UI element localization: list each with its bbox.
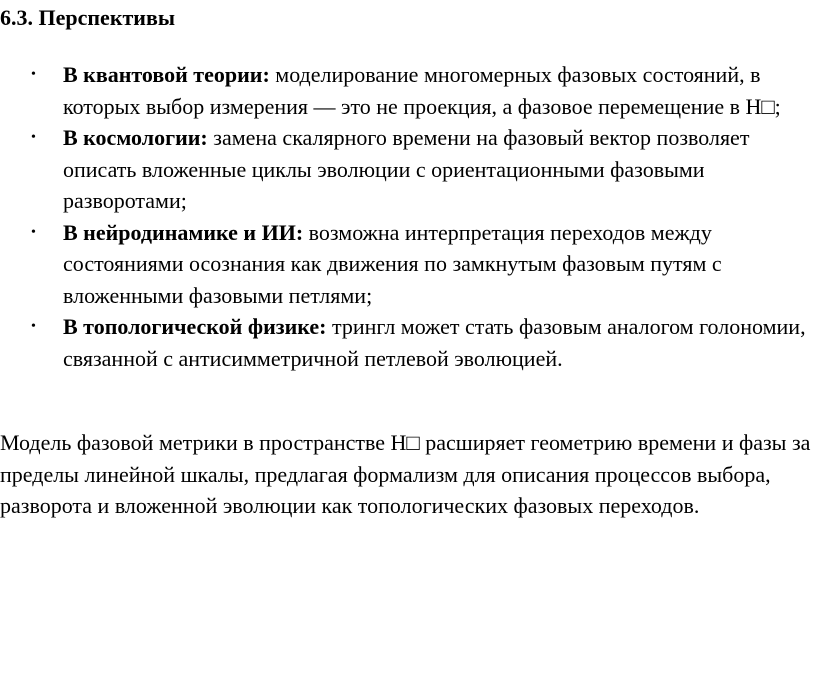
conclusion-paragraph: Модель фазовой метрики в пространстве H□ расширяет геометрию времени и фазы за пределы линейной шкалы, предлагая формализм для описания процессов выбора, разворота и вложенной эволюции как топологических фазовых переходов. bbox=[0, 430, 811, 518]
bullet-text: трингл может стать фазовым аналогом голономии, связанной с антисимметричной петлевой эволюцией. bbox=[63, 314, 806, 371]
bullet-text: возможна интерпретация переходов между состояниями осознания как движения по замкнутым фазовым путям с вложенными фазовыми петлями; bbox=[63, 219, 722, 308]
bullet-term: В космологии: bbox=[63, 125, 208, 150]
perspectives-list bbox=[0, 59, 816, 374]
bullet-icon: • bbox=[31, 224, 36, 240]
bullet-icon: • bbox=[31, 130, 36, 145]
section-heading: 6.3. Перспективы bbox=[0, 5, 176, 30]
list-item-cosmology bbox=[0, 122, 808, 217]
bullet-text: моделирование многомерных фазовых состояний, в которых выбор измерения — это не проекция, а фазовое перемещение в H□; bbox=[63, 62, 781, 119]
list-item-quantum-theory bbox=[0, 59, 808, 122]
bullet-icon: • bbox=[31, 67, 36, 82]
list-item-neurodynamics-ai bbox=[0, 217, 808, 312]
bullet-text: замена скалярного времени на фазовый вектор позволяет описать вложенные циклы эволюции с ориентационными фазовыми разворотами; bbox=[63, 125, 750, 213]
bullet-term: В нейродинамике и ИИ: bbox=[63, 219, 304, 245]
bullet-term: В топологической физике: bbox=[63, 314, 327, 339]
bullet-term: В квантовой теории: bbox=[63, 62, 270, 87]
bullet-icon: • bbox=[31, 319, 36, 334]
list-item-topological-physics bbox=[0, 311, 808, 374]
